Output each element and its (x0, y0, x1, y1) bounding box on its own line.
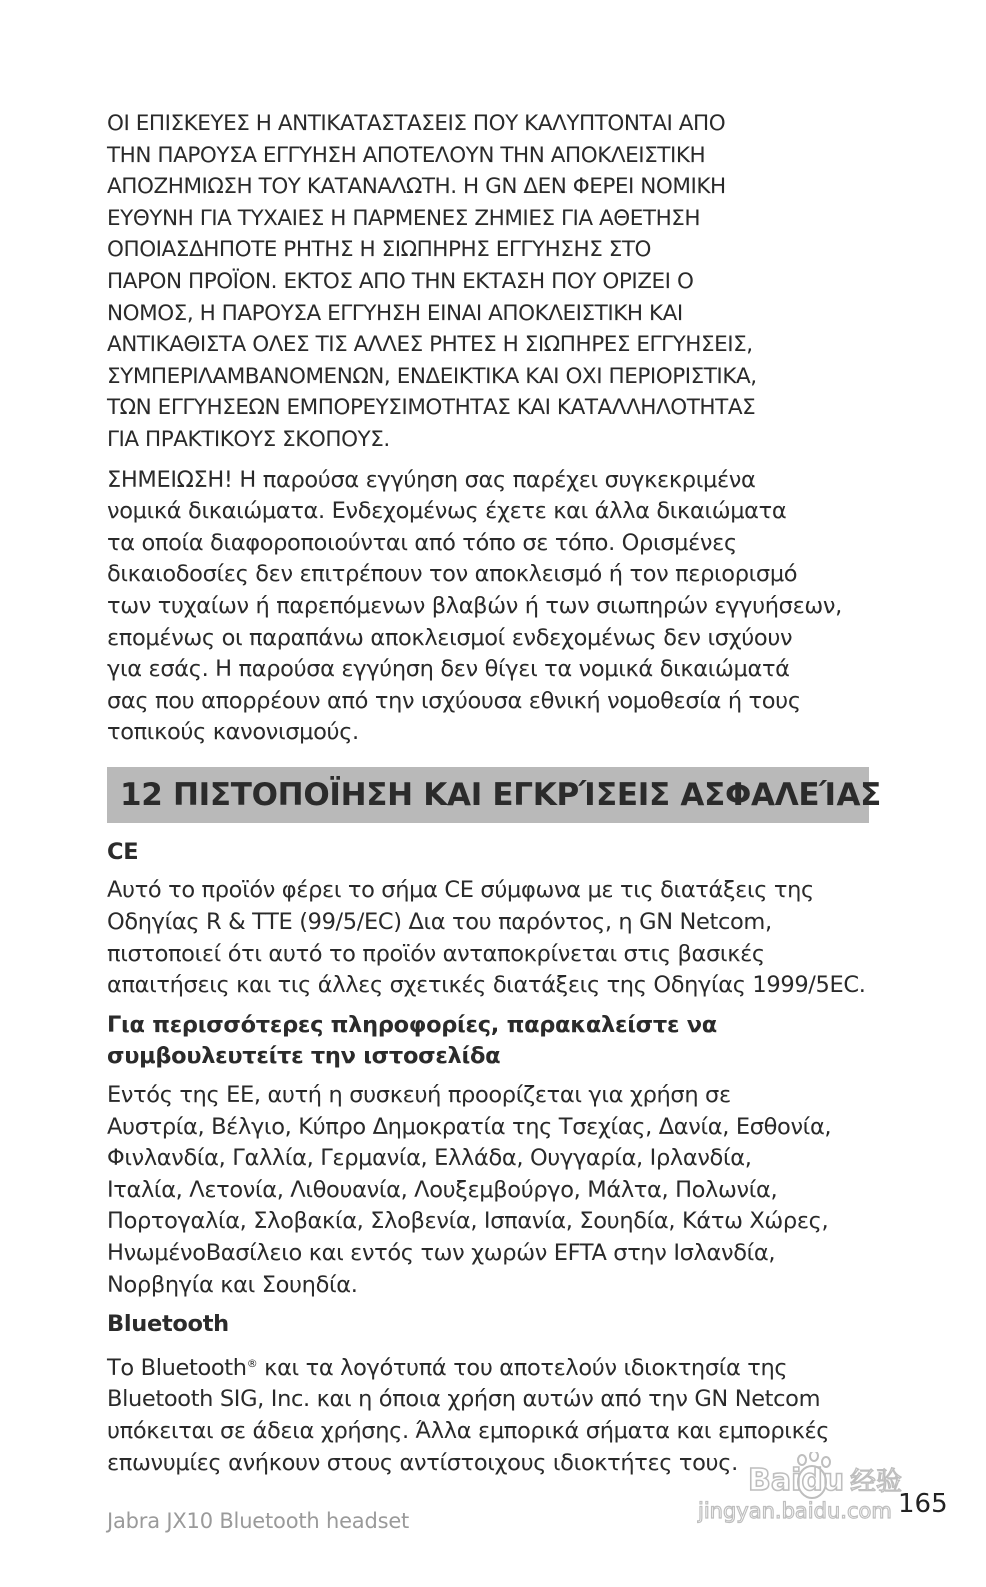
bluetooth-heading: Bluetooth (107, 1311, 229, 1338)
text-line: συμβουλευτείτε την ιστοσελίδα (107, 1043, 501, 1070)
text-line: για εσάς. Η παρούσα εγγύηση δεν θίγει τα νομικά δικαιώματά (107, 656, 790, 683)
text-line: Bluetooth SIG, Inc. και η όποια χρήση αυτών από την GN Netcom (107, 1386, 821, 1413)
text-line: ΝΟΜΟΣ, Η ΠΑΡΟΥΣΑ ΕΓΓΥΗΣΗ ΕΙΝΑΙ ΑΠΟΚΛΕΙΣΤΙΚΗ ΚΑΙ (107, 300, 683, 326)
watermark-brand: Baidu (748, 1463, 845, 1498)
text-line: σας που απορρέουν από την ισχύουσα εθνική νομοθεσία ή τους (107, 687, 801, 714)
text-line: ΣΗΜΕΙΩΣΗ! Η παρούσα εγγύηση σας παρέχει συγκεκριμένα (107, 466, 756, 493)
text-line: των τυχαίων ή παρεπόμενων βλαβών ή των σιωπηρών εγγυήσεων, (107, 592, 842, 619)
text-line: τα οποία διαφοροποιούνται από τόπο σε τόπο. Ορισμένες (107, 529, 737, 556)
text-fragment: και τα λογότυπά του αποτελούν ιδιοκτησία της (257, 1354, 788, 1381)
text-line: Αυτό το προϊόν φέρει το σήμα CE σύμφωνα με τις διατάξεις της (107, 877, 814, 904)
text-line: ΑΠΟΖΗΜΙΩΣΗ ΤΟΥ ΚΑΤΑΝΑΛΩΤΗ. Η GN ΔΕΝ ΦΕΡΕΙ ΝΟΜΙΚΗ (107, 174, 726, 200)
text-line: Πορτογαλία, Σλοβακία, Σλοβενία, Ισπανία, Σουηδία, Κάτω Χώρες, (107, 1208, 829, 1235)
text-line: πιστοποιεί ότι αυτό το προϊόν ανταποκρίνεται στις βασικές (107, 940, 765, 967)
page-number: 165 (898, 1489, 948, 1519)
text-line: δικαιοδοσίες δεν επιτρέπουν τον αποκλεισμό ή τον περιορισμό (107, 561, 798, 588)
text-line: Οδηγίας R & TTE (99/5/EC) Δια του παρόντος, η GN Netcom, (107, 909, 772, 936)
eu-countries-paragraph (107, 1080, 877, 1301)
registered-mark: ® (246, 1356, 258, 1370)
ce-heading: CE (107, 838, 139, 865)
text-line: τοπικούς κανονισμούς. (107, 719, 359, 746)
text-line: Ιταλία, Λετονία, Λιθουανία, Λουξεμβούργο, Μάλτα, Πολωνία, (107, 1176, 778, 1203)
text-line: Νορβηγία και Σουηδία. (107, 1271, 358, 1298)
text-line: ΠΑΡΟΝ ΠΡΟΪΟΝ. ΕΚΤΟΣ ΑΠΟ ΤΗΝ ΕΚΤΑΣΗ ΠΟΥ ΟΡΙΖΕΙ Ο (107, 268, 694, 294)
text-line: ΤΩΝ ΕΓΓΥΗΣΕΩΝ ΕΜΠΟΡΕΥΣΙΜΟΤΗΤΑΣ ΚΑΙ ΚΑΤΑΛΛΗΛΟΤΗΤΑΣ (107, 395, 756, 421)
text-line: Αυστρία, Βέλγιο, Κύπρο Δημοκρατία της Τσεχίας, Δανία, Εσθονία, (107, 1113, 832, 1140)
watermark-url: jingyan.baidu.com (698, 1499, 892, 1523)
text-line: ΗνωμένοΒασίλειο και εντός των χωρών EFTA στην Ισλανδία, (107, 1240, 776, 1266)
watermark-sub: 经验 (850, 1467, 903, 1497)
document-body (107, 108, 882, 1479)
text-line: επομένως οι παραπάνω αποκλεισμοί ενδεχομένως δεν ισχύουν (107, 624, 793, 651)
text-line: ΕΥΘΥΝΗ ΓΙΑ ΤΥΧΑΙΕΣ Η ΠΑΡΜΕΝΕΣ ΖΗΜΙΕΣ ΓΙΑ ΑΘΕΤΗΣΗ (107, 205, 701, 231)
info-heading (107, 1010, 877, 1073)
text-line: νομικά δικαιώματα. Ενδεχομένως έχετε και άλλα δικαιώματα (107, 498, 787, 525)
note-paragraph (107, 465, 877, 749)
footer-product-name: Jabra JX10 Bluetooth headset (107, 1509, 410, 1533)
section-header (107, 767, 882, 823)
text-line: ΟΠΟΙΑΣΔΗΠΟΤΕ ΡΗΤΗΣ Η ΣΙΩΠΗΡΗΣ ΕΓΓΥΗΣΗΣ ΣΤΟ (107, 237, 652, 263)
text-line: ΤΗΝ ΠΑΡΟΥΣΑ ΕΓΓΥΗΣΗ ΑΠΟΤΕΛΟΥΝ ΤΗΝ ΑΠΟΚΛΕΙΣΤΙΚΗ (107, 142, 706, 168)
baidu-watermark (690, 1452, 926, 1532)
text-fragment: Το Bluetooth (107, 1354, 247, 1381)
ce-paragraph (107, 875, 877, 1001)
text-line: ΑΝΤΙΚΑΘΙΣΤΑ ΟΛΕΣ ΤΙΣ ΑΛΛΕΣ ΡΗΤΕΣ Η ΣΙΩΠΗΡΕΣ ΕΓΓΥΗΣΕΙΣ, (107, 332, 753, 358)
text-line: υπόκειται σε άδεια χρήσης. Άλλα εμπορικά σήματα και εμπορικές (107, 1417, 830, 1444)
text-line: ΟΙ ΕΠΙΣΚΕΥΕΣ Η ΑΝΤΙΚΑΤΑΣΤΑΣΕΙΣ ΠΟΥ ΚΑΛΥΠΤΟΝΤΑΙ ΑΠΟ (107, 111, 726, 136)
text-line: Εντός της ΕΕ, αυτή η συσκευή προορίζεται για χρήση σε (107, 1082, 731, 1109)
warranty-caps-paragraph (107, 108, 877, 456)
section-title: 12 ΠΙΣΤΟΠΟΪΗΣΗ ΚΑΙ ΕΓΚΡΊΣΕΙΣ ΑΣΦΑΛΕΊΑΣ (120, 776, 882, 813)
text-line: Φινλανδία, Γαλλία, Γερμανία, Ελλάδα, Ουγγαρία, Ιρλανδία, (107, 1145, 752, 1172)
text-line: απαιτήσεις και τις άλλες σχετικές διατάξεις της Οδηγίας 1999/5EC. (107, 972, 866, 999)
text-line: ΣΥΜΠΕΡΙΛΑΜΒΑΝΟΜΕΝΩΝ, ΕΝΔΕΙΚΤΙΚΑ ΚΑΙ ΟΧΙ ΠΕΡΙΟΡΙΣΤΙΚΑ, (107, 363, 757, 389)
text-line (107, 1348, 877, 1385)
text-line: επωνυμίες ανήκουν στους αντίστοιχους ιδιοκτήτες τους. (107, 1449, 738, 1476)
text-line: Για περισσότερες πληροφορίες, παρακαλείστε να (107, 1011, 717, 1038)
text-line: ΓΙΑ ΠΡΑΚΤΙΚΟΥΣ ΣΚΟΠΟΥΣ. (107, 426, 390, 452)
